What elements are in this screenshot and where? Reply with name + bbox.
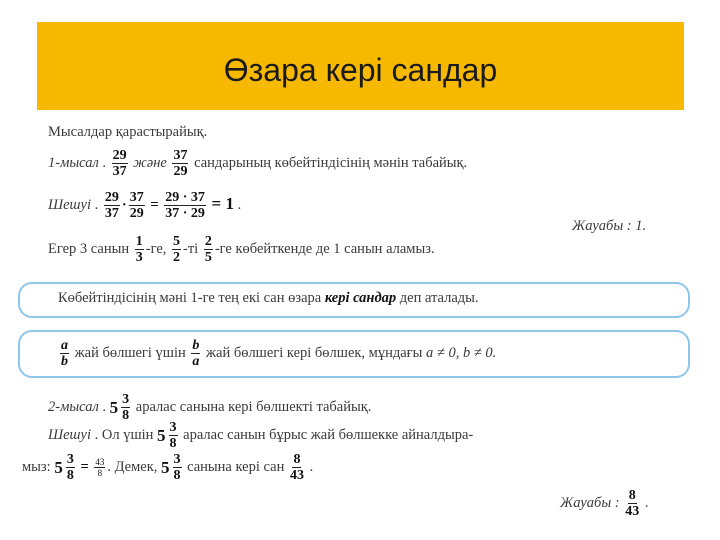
definition-text-2: $\frac{a}{b}$ жай бөлшегі үшін $\frac{b}{a}$ жай бөлшегі кері бөлшек, мұндағы a ≠ 0, b ≠ 0. <box>61 338 497 369</box>
mixed-number: 5 $\frac{3}{8}$ <box>109 392 130 423</box>
fraction: $\frac{1}{3}$ <box>135 234 143 265</box>
mixed-number: 5 $\frac{3}{8}$ <box>54 452 74 483</box>
fraction: $\frac{5}{2}$ <box>173 234 181 265</box>
example2-label: 2-мысал <box>48 398 99 415</box>
fraction: $\frac{37}{29}$ <box>129 190 144 221</box>
fraction: $\frac{8}{43}$ <box>625 488 640 519</box>
condition-line: Егер 3 санын $\frac{1}{3}$ -ге, $\frac{5}{2}$ -ті $\frac{2}{5}$ -ге көбейткенде де 1 санын аламыз. <box>48 234 435 265</box>
solution3-line: мыз: 5 $\frac{3}{8}$ = $\frac{43}{8}$ . Демек, 5 $\frac{3}{8}$ санына кері сан $\frac{8}{43}$ . <box>22 452 314 483</box>
intro-line: Мысалдар қарастырайық. <box>48 124 208 140</box>
fraction: $\frac{29 \cdot 37}{37 \cdot 29}$ <box>165 190 205 221</box>
definition-box-2 <box>18 330 690 378</box>
answer1: Жауабы : 1. <box>572 218 647 234</box>
fraction: $\frac{37}{29}$ <box>173 148 188 179</box>
slide-title: Өзара кері сандар <box>223 52 498 88</box>
fraction: $\frac{b}{a}$ <box>192 338 200 369</box>
example1-label: 1-мысал <box>48 154 99 171</box>
fraction: $\frac{29}{37}$ <box>112 148 127 179</box>
example1-line: 1-мысал . $\frac{29}{37}$ және $\frac{37}{29}$ сандарының көбейтіндісінің мәнін табайық. <box>48 148 468 179</box>
fraction: $\frac{2}{5}$ <box>204 234 212 265</box>
fraction: $\frac{8}{43}$ <box>289 452 304 483</box>
answer2: Жауабы : $\frac{8}{43}$ . <box>560 488 649 519</box>
solution1-line: Шешуі . $\frac{29}{37}$ · $\frac{37}{29}$ = $\frac{29 \cdot 37}{37 \cdot 29}$ = 1 . <box>48 190 242 221</box>
fraction: $\frac{29}{37}$ <box>104 190 119 221</box>
definition-text-1: Көбейтіндісінің мәні 1-ге тең екі сан өзара кері сандар деп аталады. <box>58 290 479 306</box>
mixed-number: 5 $\frac{3}{8}$ <box>157 420 177 451</box>
example2-line: 2-мысал . 5 $\frac{3}{8}$ аралас санына кері бөлшекті табайық. <box>48 392 372 423</box>
solution1-label: Шешуі <box>48 196 91 213</box>
fraction: $\frac{43}{8}$ <box>95 457 105 478</box>
definition-box-1 <box>18 282 690 318</box>
solution2-line: Шешуі . Ол үшін 5 $\frac{3}{8}$ аралас санын бұрыс жай бөлшекке айналдыра- <box>48 420 474 451</box>
mixed-number: 5 $\frac{3}{8}$ <box>161 452 181 483</box>
fraction: $\frac{a}{b}$ <box>61 338 68 369</box>
solution2-label: Шешуі <box>48 426 91 443</box>
